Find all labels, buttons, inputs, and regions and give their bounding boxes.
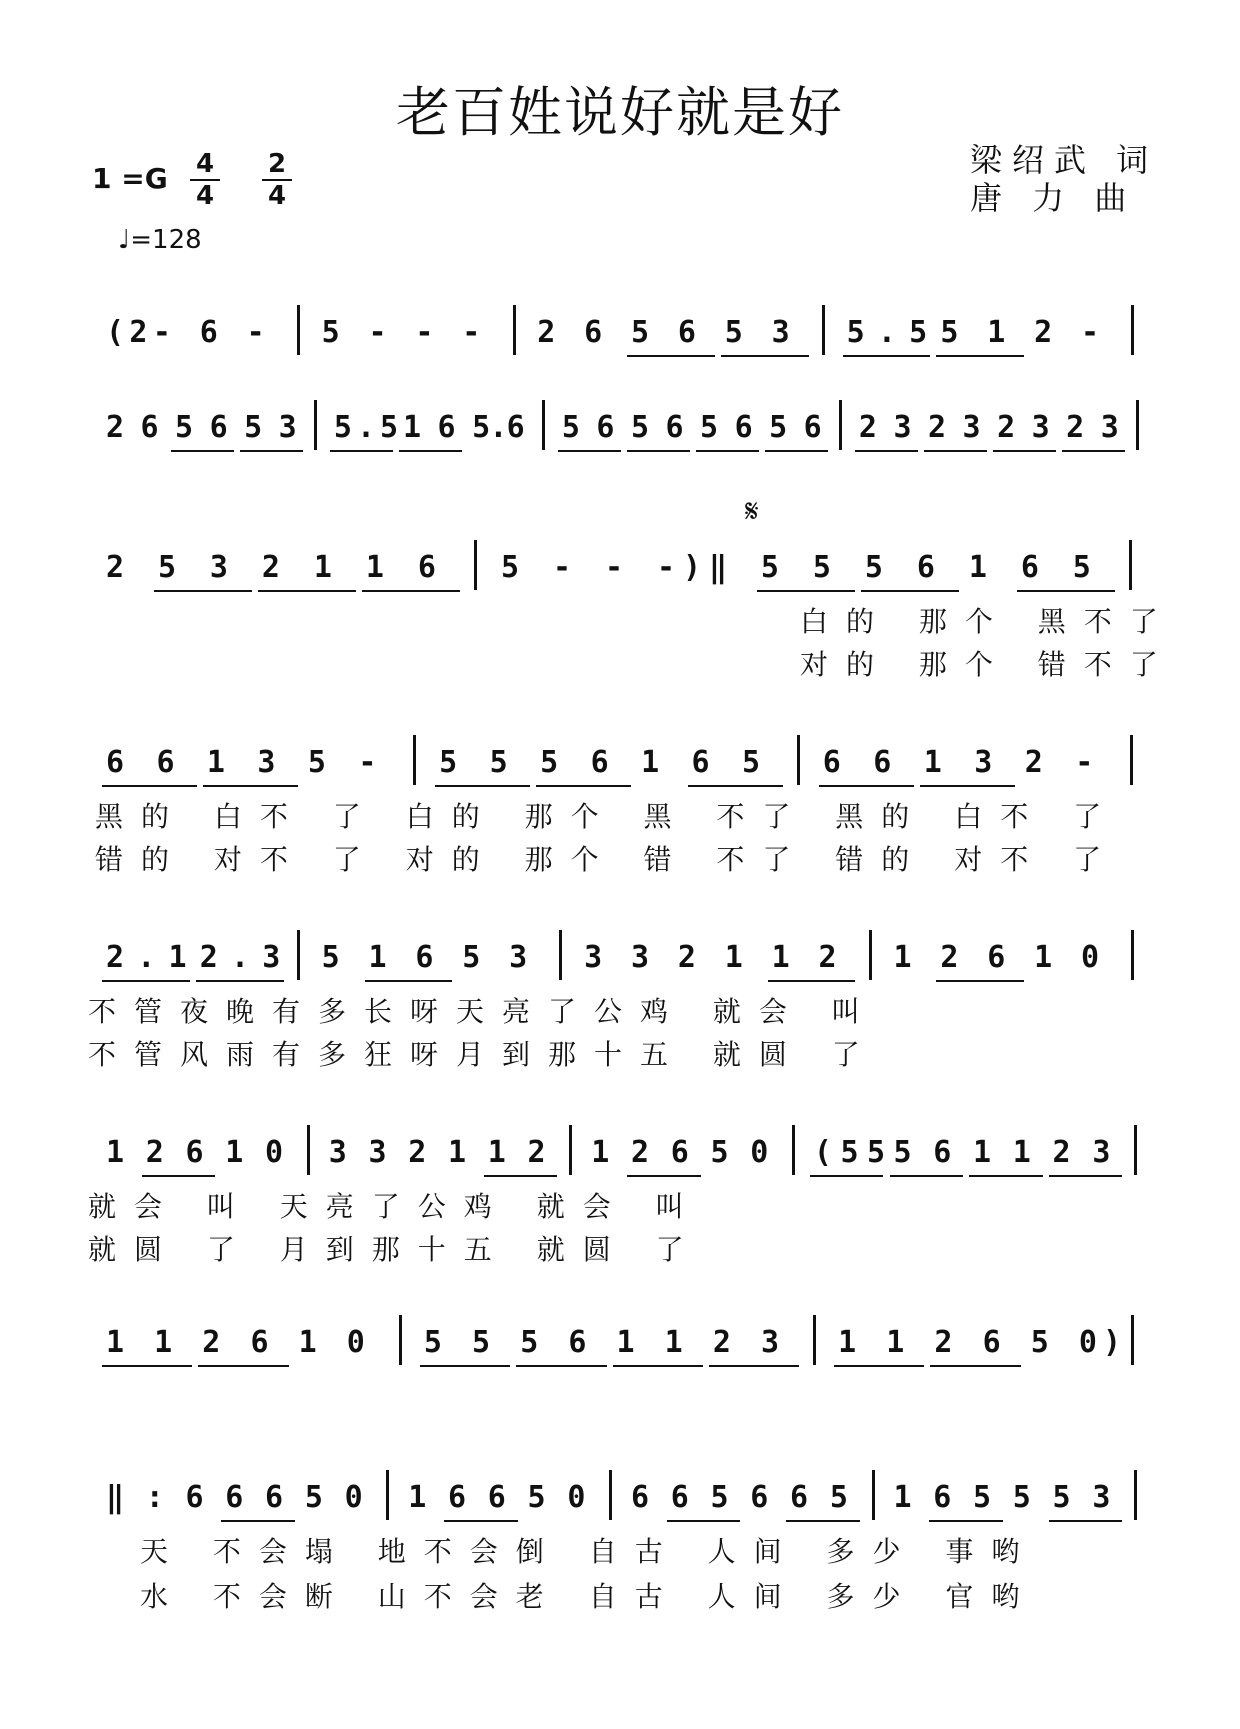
note: 6 [987, 940, 1006, 975]
barline [792, 1125, 795, 1175]
note: 1 [923, 745, 942, 780]
note: . [877, 315, 896, 350]
note: 5 [333, 410, 352, 445]
barline [297, 930, 300, 980]
note: 6 [1020, 550, 1039, 585]
barline [413, 735, 416, 785]
note: 5 [760, 550, 779, 585]
note: 5 [472, 1325, 491, 1360]
note: 6 [156, 745, 175, 780]
beam-underline [890, 1175, 964, 1177]
lyrics-line-5-verse-2: 不管风雨有多狂呀月到那十五 就圆 了 [88, 1038, 878, 1071]
barline [386, 1470, 389, 1520]
note: 6 [225, 1480, 244, 1515]
beam-underline [362, 590, 460, 592]
beam-underline [171, 450, 234, 452]
beam-underline [613, 1365, 703, 1367]
beam-underline [221, 1520, 295, 1522]
barline [1134, 1470, 1137, 1520]
barline [559, 930, 562, 980]
note: 1 [893, 1480, 912, 1515]
barline [399, 1315, 402, 1365]
note: 5 [379, 410, 399, 445]
note: 2 [997, 410, 1016, 445]
note: 5 [304, 1480, 323, 1515]
lyrics-line-5-verse-1: 不管夜晚有多长呀天亮了公鸡 就会 叫 [88, 995, 878, 1028]
note: 0 [344, 1480, 363, 1515]
note: 6 [670, 1480, 689, 1515]
note: 5 [157, 550, 176, 585]
note: 3 [962, 410, 981, 445]
note: 1 [206, 745, 225, 780]
barline [314, 400, 317, 450]
beam-underline [1017, 590, 1115, 592]
note: 5 [462, 940, 481, 975]
barline [609, 1470, 612, 1520]
note: 6 [803, 410, 822, 445]
note: 5 [812, 550, 831, 585]
note: 3 [584, 940, 603, 975]
note: 2 [145, 1135, 164, 1170]
note: 5 [630, 315, 650, 350]
note: 6 [487, 1480, 506, 1515]
note: 5 [909, 315, 928, 350]
note: 6 [209, 410, 228, 445]
note: 1 [298, 1325, 317, 1360]
note: 0 [1078, 1325, 1097, 1360]
note: 1 [403, 410, 422, 445]
notation-line-1 [0, 315, 1240, 375]
note: 5 [1052, 1480, 1071, 1515]
note: 5 [864, 550, 883, 585]
note: . [356, 410, 376, 445]
note: 6 [822, 745, 841, 780]
beam-underline [834, 1365, 924, 1367]
note: 5 [940, 315, 959, 350]
note: 1 [893, 940, 912, 975]
note: 1 [168, 940, 187, 975]
beam-underline [993, 450, 1056, 452]
beam-underline [936, 980, 1024, 982]
beam-underline [765, 450, 828, 452]
note: 6 [691, 745, 710, 780]
lyrics-line-6-verse-1: 就会 叫 天亮了公鸡 就会 叫 [88, 1190, 702, 1223]
beam-underline [102, 785, 197, 787]
barline [1131, 930, 1134, 980]
note: - [462, 315, 481, 350]
note: 1 [1012, 1135, 1031, 1170]
barline [822, 305, 825, 355]
note: 1 [641, 745, 660, 780]
note: 5 [630, 410, 650, 445]
composer-credit: 唐 力 曲 [970, 179, 1137, 217]
barline [869, 930, 872, 980]
note: 5 [1012, 1480, 1031, 1515]
barline [839, 400, 842, 450]
note: 6 [665, 410, 684, 445]
note: 1 [987, 315, 1006, 350]
beam-underline [1062, 450, 1125, 452]
note: 5 [439, 745, 458, 780]
barline [513, 305, 516, 355]
note: 2 [408, 1135, 427, 1170]
note: 1 [225, 1135, 244, 1170]
beam-underline [484, 1175, 558, 1177]
note: 5 [501, 550, 520, 585]
lyrics-line-4-verse-2: 错的 对不 了 对的 那个 错 不了 错的 对不 了 [95, 843, 1120, 876]
note: 5 [700, 410, 719, 445]
note: 5 [540, 745, 559, 780]
note: 3 [974, 745, 993, 780]
beam-underline [102, 980, 190, 982]
beam-underline [142, 1175, 216, 1177]
note: - [656, 550, 676, 585]
beam-underline [709, 1365, 799, 1367]
lyrics-line-4-verse-1: 黑的 白不 了 白的 那个 黑 不了 黑的 白不 了 [95, 800, 1120, 833]
note: ) [1102, 1325, 1122, 1360]
note: 5 [769, 410, 788, 445]
beam-underline [365, 980, 453, 982]
note: 3 [761, 1325, 780, 1360]
beam-underline [102, 1365, 192, 1367]
note: ( [813, 1135, 832, 1170]
note: 1 [105, 1325, 125, 1360]
note: 6 [185, 1480, 204, 1515]
note: 2 [818, 940, 837, 975]
barline [872, 1470, 875, 1520]
note: 5 [423, 1325, 442, 1360]
note: . [230, 940, 250, 975]
song-title: 老百姓说好就是好 [396, 81, 844, 144]
lyricist-credit: 梁绍武 词 [970, 141, 1159, 179]
beam-underline [1049, 1520, 1123, 1522]
note: - [246, 315, 265, 350]
barline [307, 1125, 310, 1175]
note: . [137, 940, 156, 975]
note: 2 [105, 940, 125, 975]
segno-icon: 𝄋 [745, 492, 759, 530]
note: 1 [105, 1135, 125, 1170]
note: 2 [1024, 745, 1043, 780]
note: 2 [1052, 1135, 1071, 1170]
note: 3 [209, 550, 228, 585]
note: 5 [307, 745, 326, 780]
note: 1 [616, 1325, 635, 1360]
note: 3 [1092, 1480, 1111, 1515]
lyrics-line-8-verse-1: 天 不会塌 地不会倒 自古 人间 多少 事哟 [140, 1535, 1038, 1568]
beam-underline [768, 980, 856, 982]
note: 3 [509, 940, 528, 975]
note: 3 [771, 315, 790, 350]
note: 5 [829, 1480, 848, 1515]
beam-underline [929, 1520, 1003, 1522]
note: 6 [933, 1135, 952, 1170]
note: : [145, 1480, 164, 1515]
note: 3 [630, 940, 650, 975]
note: ‖ [105, 1480, 125, 1515]
note: 1 [771, 940, 790, 975]
beam-underline [435, 785, 530, 787]
beam-underline [920, 785, 1015, 787]
note: 2 [202, 1325, 221, 1360]
note: 3 [368, 1135, 387, 1170]
note: 0 [346, 1325, 365, 1360]
note: 0 [567, 1480, 586, 1515]
note: 5 [520, 1325, 539, 1360]
notation-line-2 [0, 410, 1240, 470]
barline [297, 305, 300, 355]
beam-underline [924, 450, 987, 452]
note: 1 [838, 1325, 857, 1360]
note: 2 [940, 940, 959, 975]
beam-underline [258, 590, 356, 592]
note: 2 [527, 1135, 546, 1170]
barline [542, 400, 545, 450]
note: 2 [677, 940, 696, 975]
note: 6 [199, 315, 218, 350]
note: 5 [866, 1135, 886, 1170]
beam-underline [721, 355, 809, 357]
note: 1 [365, 550, 384, 585]
note: 6 [916, 550, 935, 585]
note: 1 [487, 1135, 506, 1170]
note: 2 [1066, 410, 1085, 445]
note: - [358, 745, 377, 780]
beam-underline [154, 590, 252, 592]
note: 2 [129, 315, 148, 350]
note: ‖ [708, 550, 727, 585]
key-signature: 1 =G [92, 162, 168, 195]
note: 6 [417, 550, 436, 585]
note: 6 [185, 1135, 204, 1170]
note: 1 [408, 1480, 427, 1515]
note: 6 [437, 410, 456, 445]
beam-underline [688, 785, 783, 787]
beam-underline [843, 355, 931, 357]
note: 1 [313, 550, 332, 585]
note: 6 [590, 745, 609, 780]
note: 6 [265, 1480, 284, 1515]
note: 5 [472, 410, 491, 445]
note: 5 [893, 1135, 912, 1170]
note: 2 [537, 315, 556, 350]
note: - [1075, 745, 1094, 780]
beam-underline [399, 450, 462, 452]
barline [1129, 540, 1132, 590]
note: 2 [934, 1325, 953, 1360]
beam-underline [444, 1520, 518, 1522]
note: 5 [244, 410, 263, 445]
note: 6 [750, 1480, 769, 1515]
note: 3 [328, 1135, 347, 1170]
note: 6 [734, 410, 753, 445]
note: 2 [261, 550, 280, 585]
note: 6 [140, 410, 159, 445]
note: 6 [790, 1480, 809, 1515]
barline [797, 735, 800, 785]
beam-underline [198, 1365, 288, 1367]
note: 6 [677, 315, 696, 350]
time-signature-2-4: 2 4 [262, 150, 292, 210]
note: 5 [840, 1135, 859, 1170]
note: 6 [630, 1480, 650, 1515]
note: 5 [973, 1480, 992, 1515]
note: 5 [724, 315, 743, 350]
note: 1 [968, 550, 987, 585]
note: - [604, 550, 624, 585]
note: 2 [105, 410, 125, 445]
beam-underline [810, 1175, 884, 1177]
beam-underline [819, 785, 914, 787]
note: 3 [1100, 410, 1119, 445]
note: 5 [710, 1135, 729, 1170]
note: 1 [368, 940, 387, 975]
note: 5 [321, 315, 340, 350]
beam-underline [516, 1365, 606, 1367]
note: 3 [1031, 410, 1050, 445]
beam-underline [969, 1175, 1043, 1177]
barline [1130, 735, 1133, 785]
note: 6 [105, 745, 125, 780]
note: 2 [199, 940, 218, 975]
beam-underline [930, 1365, 1020, 1367]
beam-underline [786, 1520, 860, 1522]
barline [569, 1125, 572, 1175]
note: 6 [670, 1135, 689, 1170]
note: 1 [973, 1135, 992, 1170]
note: - [368, 315, 387, 350]
note: - [552, 550, 572, 585]
note: 1 [154, 1325, 173, 1360]
beam-underline [861, 590, 959, 592]
barline [474, 540, 477, 590]
beam-underline [240, 450, 303, 452]
note: 5 [561, 410, 580, 445]
note: 2 [630, 1135, 650, 1170]
beam-underline [196, 980, 284, 982]
note: 5 [742, 745, 761, 780]
beam-underline [757, 590, 855, 592]
beam-underline [855, 450, 918, 452]
barline [1136, 400, 1139, 450]
note: 2 [928, 410, 947, 445]
note: 6 [415, 940, 434, 975]
beam-underline [627, 450, 690, 452]
note: 1 [1034, 940, 1053, 975]
note: 2 [1034, 315, 1053, 350]
time-signature-4-4: 4 4 [190, 150, 220, 210]
beam-underline [420, 1365, 510, 1367]
note: 1 [448, 1135, 467, 1170]
note: 0 [1080, 940, 1100, 975]
beam-underline [696, 450, 759, 452]
lyrics-line-3-verse-2: 对的 那个 错不了 [800, 648, 1176, 681]
note: 5 [527, 1480, 546, 1515]
lyrics-line-8-verse-2: 水 不会断 山不会老 自古 人间 多少 官哟 [140, 1580, 1038, 1613]
barline [1134, 1125, 1137, 1175]
note: 6 [982, 1325, 1001, 1360]
note: 5 [1030, 1325, 1049, 1360]
beam-underline [1049, 1175, 1123, 1177]
note: ) [682, 550, 701, 585]
note: 6 [568, 1325, 587, 1360]
note: 0 [265, 1135, 284, 1170]
note: 5 [321, 940, 340, 975]
note: 3 [278, 410, 297, 445]
note: . [489, 410, 508, 445]
note: 3 [1092, 1135, 1111, 1170]
barline [1131, 305, 1134, 355]
note: 0 [750, 1135, 769, 1170]
note: - [415, 315, 434, 350]
note: 2 [712, 1325, 731, 1360]
note: 5 [710, 1480, 729, 1515]
note: 5 [175, 410, 194, 445]
note: - [1080, 315, 1100, 350]
note: 3 [893, 410, 912, 445]
note: 2 [105, 550, 125, 585]
beam-underline [203, 785, 298, 787]
note: 1 [886, 1325, 905, 1360]
note: 1 [724, 940, 743, 975]
note: 6 [873, 745, 892, 780]
note: 6 [933, 1480, 952, 1515]
notation-line-7 [0, 1325, 1240, 1385]
tempo-marking: ♩=128 [118, 225, 202, 255]
beam-underline [936, 355, 1024, 357]
lyrics-line-3-verse-1: 白的 那个 黑不了 [800, 605, 1176, 638]
note: 2 [858, 410, 877, 445]
note: 6 [596, 410, 615, 445]
note: 5 [846, 315, 865, 350]
beam-underline [330, 450, 393, 452]
note: 1 [664, 1325, 683, 1360]
note: 6 [448, 1480, 467, 1515]
note: 6 [250, 1325, 269, 1360]
note: 6 [506, 410, 525, 445]
beam-underline [558, 450, 621, 452]
note: ( [105, 315, 125, 350]
note: - [152, 315, 171, 350]
note: 1 [591, 1135, 610, 1170]
note: 5 [1072, 550, 1091, 585]
beam-underline [627, 355, 715, 357]
note: 6 [584, 315, 603, 350]
lyrics-line-6-verse-2: 就圆 了 月到那十五 就圆 了 [88, 1233, 702, 1266]
barline [813, 1315, 816, 1365]
barline [1131, 1315, 1134, 1365]
note: 3 [257, 745, 276, 780]
note: 5 [489, 745, 508, 780]
beam-underline [627, 1175, 701, 1177]
beam-underline [667, 1520, 741, 1522]
beam-underline [536, 785, 631, 787]
note: 3 [262, 940, 281, 975]
